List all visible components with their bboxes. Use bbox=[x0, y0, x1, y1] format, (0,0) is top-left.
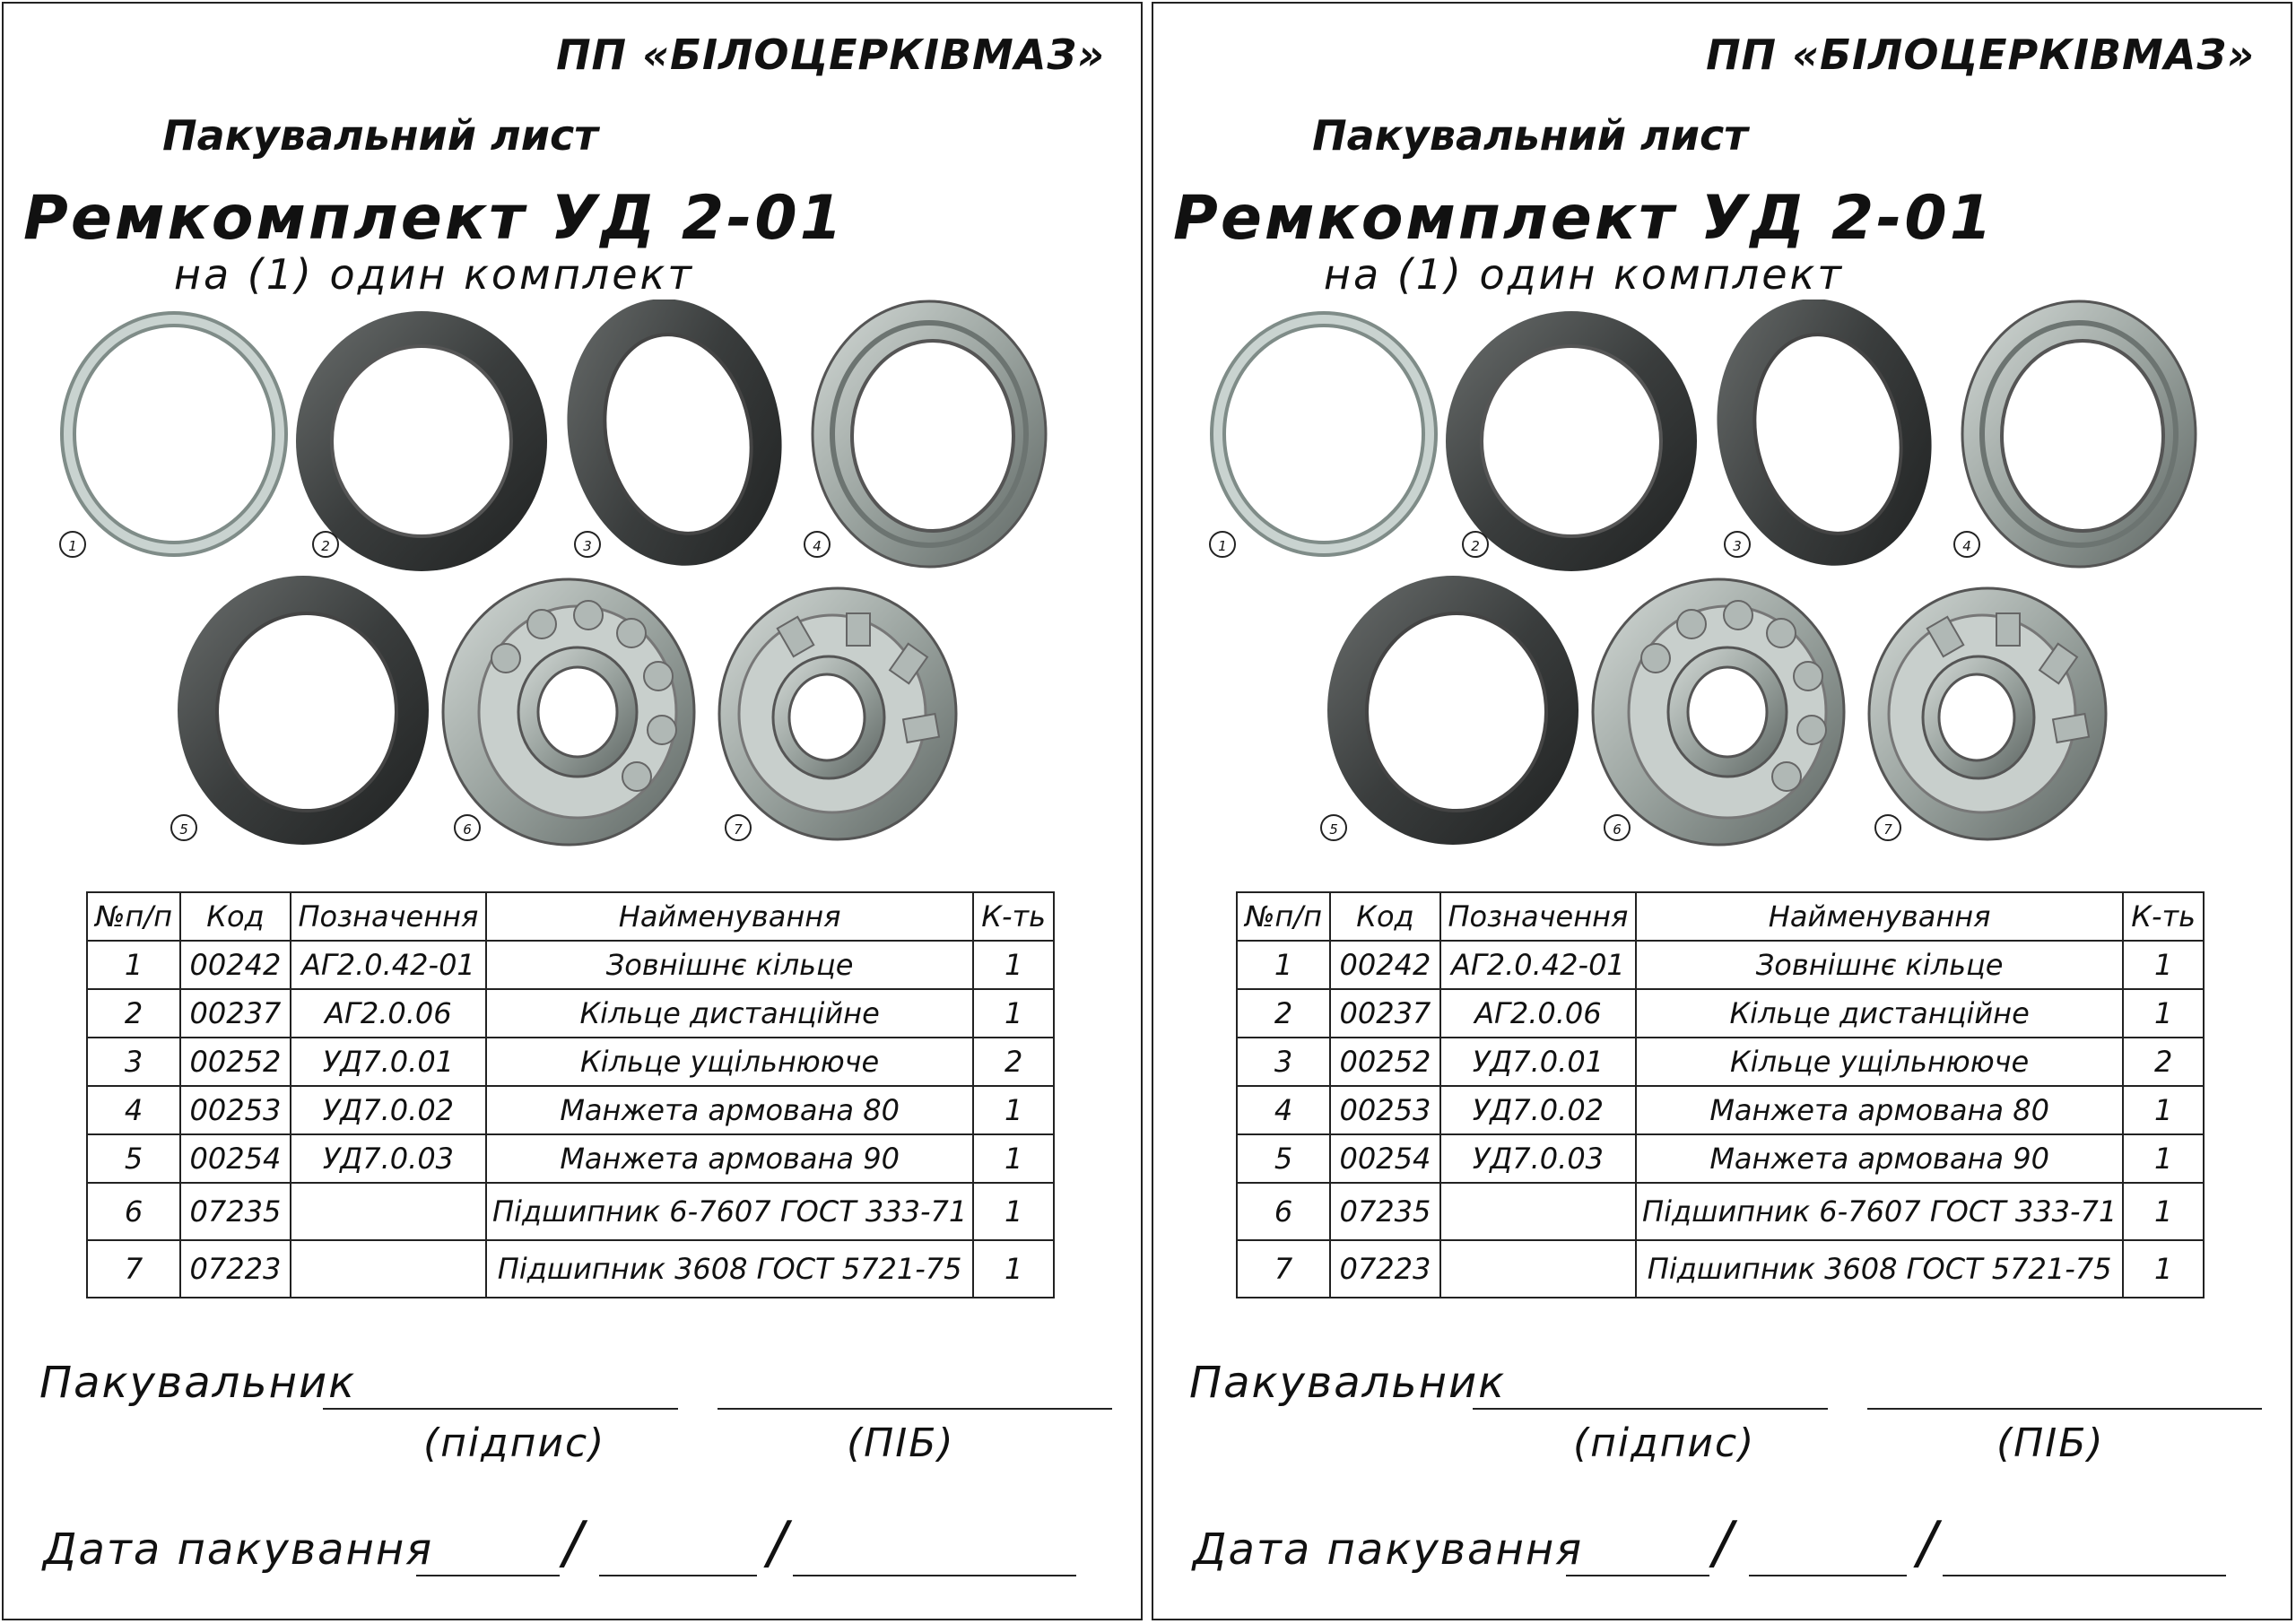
cell-number: 7 bbox=[87, 1240, 180, 1298]
cell-qty: 1 bbox=[973, 1086, 1054, 1134]
cell-code: 00254 bbox=[180, 1134, 291, 1183]
table-row bbox=[1237, 1240, 2204, 1298]
cell-number: 7 bbox=[1237, 1240, 1330, 1298]
packing-sheet-2 bbox=[1152, 2, 2292, 1620]
full-name-line[interactable] bbox=[1867, 1408, 2262, 1410]
part-4-armored-seal-80 bbox=[1962, 301, 2196, 567]
cell-code: 07235 bbox=[1330, 1183, 1440, 1240]
parts-illustration bbox=[4, 300, 1141, 873]
cell-number: 4 bbox=[1237, 1086, 1330, 1134]
cell-designation bbox=[291, 1240, 486, 1298]
cell-name: Кільце дистанційне bbox=[1636, 989, 2123, 1038]
part-2-distance-ring bbox=[296, 311, 547, 571]
callout-2: 2 bbox=[312, 531, 339, 558]
table-row bbox=[87, 1240, 1054, 1298]
col-qty-header: К-ть bbox=[973, 892, 1054, 941]
part-7-bearing-3608 bbox=[719, 588, 956, 839]
cell-name: Кільце ущільнююче bbox=[1636, 1038, 2123, 1086]
cell-qty: 1 bbox=[2123, 989, 2204, 1038]
col-number-header: №п/п bbox=[1237, 892, 1330, 941]
callout-3: 3 bbox=[1724, 531, 1751, 558]
cell-code: 00253 bbox=[1330, 1086, 1440, 1134]
cell-name: Підшипник 3608 ГОСТ 5721-75 bbox=[486, 1240, 973, 1298]
date-day-line[interactable] bbox=[1566, 1575, 1709, 1576]
cell-number: 2 bbox=[87, 989, 180, 1038]
col-code-header: Код bbox=[180, 892, 291, 941]
company-name: ПП «БІЛОЦЕРКІВМАЗ» bbox=[556, 30, 1105, 79]
signature-hint: (підпис) bbox=[1573, 1420, 1756, 1466]
cell-qty: 2 bbox=[973, 1038, 1054, 1086]
cell-qty: 1 bbox=[2123, 1183, 2204, 1240]
cell-designation bbox=[1440, 1183, 1636, 1240]
cell-code: 07223 bbox=[1330, 1240, 1440, 1298]
cell-name: Підшипник 6-7607 ГОСТ 333-71 bbox=[486, 1183, 973, 1240]
callout-6: 6 bbox=[454, 814, 481, 841]
cell-number: 6 bbox=[1237, 1183, 1330, 1240]
cell-name: Манжета армована 90 bbox=[1636, 1134, 2123, 1183]
parts-table bbox=[86, 891, 1055, 1298]
table-header-row bbox=[1237, 892, 2204, 941]
cell-designation bbox=[1440, 1240, 1636, 1298]
parts-drawing bbox=[1153, 300, 2291, 873]
cell-designation: УД7.0.02 bbox=[1440, 1086, 1636, 1134]
cell-number: 5 bbox=[1237, 1134, 1330, 1183]
cell-name: Манжета армована 80 bbox=[1636, 1086, 2123, 1134]
cell-qty: 1 bbox=[973, 1240, 1054, 1298]
callout-2: 2 bbox=[1462, 531, 1489, 558]
col-number-header: №п/п bbox=[87, 892, 180, 941]
cell-name: Манжета армована 80 bbox=[486, 1086, 973, 1134]
date-day-line[interactable] bbox=[416, 1575, 560, 1576]
kit-subtitle: на (1) один комплект bbox=[173, 250, 695, 299]
date-year-line[interactable] bbox=[793, 1575, 1076, 1576]
col-code-header: Код bbox=[1330, 892, 1440, 941]
packer-label: Пакувальник bbox=[1189, 1358, 1507, 1408]
callout-7: 7 bbox=[725, 814, 752, 841]
cell-number: 1 bbox=[1237, 941, 1330, 989]
signature-hint: (підпис) bbox=[423, 1420, 606, 1466]
date-separator-1: / bbox=[1713, 1510, 1733, 1576]
date-month-line[interactable] bbox=[1749, 1575, 1907, 1576]
cell-code: 00237 bbox=[1330, 989, 1440, 1038]
cell-qty: 1 bbox=[973, 989, 1054, 1038]
table-row bbox=[1237, 1134, 2204, 1183]
table-body bbox=[1237, 941, 2204, 1298]
cell-name: Підшипник 6-7607 ГОСТ 333-71 bbox=[1636, 1183, 2123, 1240]
kit-subtitle: на (1) один комплект bbox=[1323, 250, 1845, 299]
cell-code: 00242 bbox=[1330, 941, 1440, 989]
callout-5: 5 bbox=[1320, 814, 1347, 841]
callout-6: 6 bbox=[1604, 814, 1631, 841]
kit-title: Ремкомплект УД 2-01 bbox=[23, 183, 845, 254]
table-row bbox=[1237, 1183, 2204, 1240]
full-name-hint: (ПІБ) bbox=[847, 1420, 955, 1466]
table-row bbox=[1237, 941, 2204, 989]
cell-designation: УД7.0.01 bbox=[291, 1038, 486, 1086]
callout-7: 7 bbox=[1874, 814, 1901, 841]
parts-drawing bbox=[4, 300, 1141, 873]
cell-number: 6 bbox=[87, 1183, 180, 1240]
company-name: ПП «БІЛОЦЕРКІВМАЗ» bbox=[1706, 30, 2255, 79]
document-title: Пакувальний лист bbox=[162, 111, 598, 160]
part-6-bearing-7607 bbox=[443, 579, 694, 845]
part-1-outer-ring bbox=[1218, 319, 1430, 549]
cell-name: Кільце ущільнююче bbox=[486, 1038, 973, 1086]
col-name-header: Найменування bbox=[1636, 892, 2123, 941]
table-row bbox=[87, 1134, 1054, 1183]
cell-number: 4 bbox=[87, 1086, 180, 1134]
part-6-bearing-7607 bbox=[1593, 579, 1844, 845]
cell-name: Зовнішнє кільце bbox=[486, 941, 973, 989]
packing-sheet-1 bbox=[2, 2, 1143, 1620]
cell-designation: УД7.0.02 bbox=[291, 1086, 486, 1134]
signature-line[interactable] bbox=[1473, 1408, 1828, 1410]
part-4-armored-seal-80 bbox=[813, 301, 1046, 567]
date-separator-1: / bbox=[563, 1510, 583, 1576]
callout-5: 5 bbox=[170, 814, 197, 841]
kit-title: Ремкомплект УД 2-01 bbox=[1173, 183, 1995, 254]
cell-qty: 1 bbox=[2123, 1134, 2204, 1183]
cell-designation: УД7.0.03 bbox=[1440, 1134, 1636, 1183]
table-row bbox=[87, 1038, 1054, 1086]
table-row bbox=[87, 1086, 1054, 1134]
col-name-header: Найменування bbox=[486, 892, 973, 941]
callout-4: 4 bbox=[804, 531, 831, 558]
full-name-line[interactable] bbox=[718, 1408, 1112, 1410]
table-body bbox=[87, 941, 1054, 1298]
cell-name: Зовнішнє кільце bbox=[1636, 941, 2123, 989]
cell-designation: УД7.0.01 bbox=[1440, 1038, 1636, 1086]
cell-number: 3 bbox=[1237, 1038, 1330, 1086]
callout-1: 1 bbox=[59, 531, 86, 558]
cell-designation bbox=[291, 1183, 486, 1240]
part-1-outer-ring bbox=[68, 319, 280, 549]
col-qty-header: К-ть bbox=[2123, 892, 2204, 941]
part-2-distance-ring bbox=[1446, 311, 1697, 571]
part-5-armored-seal-90 bbox=[178, 576, 429, 845]
cell-designation: УД7.0.03 bbox=[291, 1134, 486, 1183]
table-row bbox=[87, 941, 1054, 989]
cell-number: 2 bbox=[1237, 989, 1330, 1038]
callout-4: 4 bbox=[1953, 531, 1980, 558]
cell-code: 00253 bbox=[180, 1086, 291, 1134]
cell-code: 00252 bbox=[1330, 1038, 1440, 1086]
date-separator-2: / bbox=[1918, 1510, 1937, 1576]
cell-qty: 1 bbox=[2123, 1086, 2204, 1134]
table-row bbox=[1237, 1038, 2204, 1086]
cell-number: 1 bbox=[87, 941, 180, 989]
full-name-hint: (ПІБ) bbox=[1996, 1420, 2105, 1466]
cell-number: 3 bbox=[87, 1038, 180, 1086]
cell-qty: 1 bbox=[2123, 1240, 2204, 1298]
cell-code: 00252 bbox=[180, 1038, 291, 1086]
cell-designation: АГ2.0.06 bbox=[291, 989, 486, 1038]
table-row bbox=[87, 1183, 1054, 1240]
parts-illustration bbox=[1153, 300, 2291, 873]
cell-code: 00237 bbox=[180, 989, 291, 1038]
date-month-line[interactable] bbox=[599, 1575, 757, 1576]
part-7-bearing-3608 bbox=[1869, 588, 2106, 839]
col-designation-header: Позначення bbox=[291, 892, 486, 941]
part-5-armored-seal-90 bbox=[1327, 576, 1578, 845]
cell-designation: АГ2.0.42-01 bbox=[291, 941, 486, 989]
cell-qty: 1 bbox=[973, 1183, 1054, 1240]
signature-line[interactable] bbox=[323, 1408, 678, 1410]
packing-date-label: Дата пакування bbox=[43, 1524, 434, 1575]
cell-number: 5 bbox=[87, 1134, 180, 1183]
cell-qty: 1 bbox=[973, 1134, 1054, 1183]
cell-qty: 1 bbox=[973, 941, 1054, 989]
col-designation-header: Позначення bbox=[1440, 892, 1636, 941]
date-year-line[interactable] bbox=[1943, 1575, 2226, 1576]
document-title: Пакувальний лист bbox=[1312, 111, 1748, 160]
cell-name: Манжета армована 90 bbox=[486, 1134, 973, 1183]
cell-code: 07235 bbox=[180, 1183, 291, 1240]
cell-code: 07223 bbox=[180, 1240, 291, 1298]
cell-name: Підшипник 3608 ГОСТ 5721-75 bbox=[1636, 1240, 2123, 1298]
cell-designation: АГ2.0.42-01 bbox=[1440, 941, 1636, 989]
parts-table bbox=[1236, 891, 2205, 1298]
cell-code: 00254 bbox=[1330, 1134, 1440, 1183]
callout-3: 3 bbox=[574, 531, 601, 558]
cell-name: Кільце дистанційне bbox=[486, 989, 973, 1038]
table-row bbox=[1237, 989, 2204, 1038]
table-row bbox=[87, 989, 1054, 1038]
table-row bbox=[1237, 1086, 2204, 1134]
cell-designation: АГ2.0.06 bbox=[1440, 989, 1636, 1038]
packing-date-label: Дата пакування bbox=[1193, 1524, 1584, 1575]
cell-qty: 2 bbox=[2123, 1038, 2204, 1086]
packer-label: Пакувальник bbox=[39, 1358, 357, 1408]
callout-1: 1 bbox=[1209, 531, 1236, 558]
cell-code: 00242 bbox=[180, 941, 291, 989]
table-header-row bbox=[87, 892, 1054, 941]
cell-qty: 1 bbox=[2123, 941, 2204, 989]
date-separator-2: / bbox=[768, 1510, 787, 1576]
